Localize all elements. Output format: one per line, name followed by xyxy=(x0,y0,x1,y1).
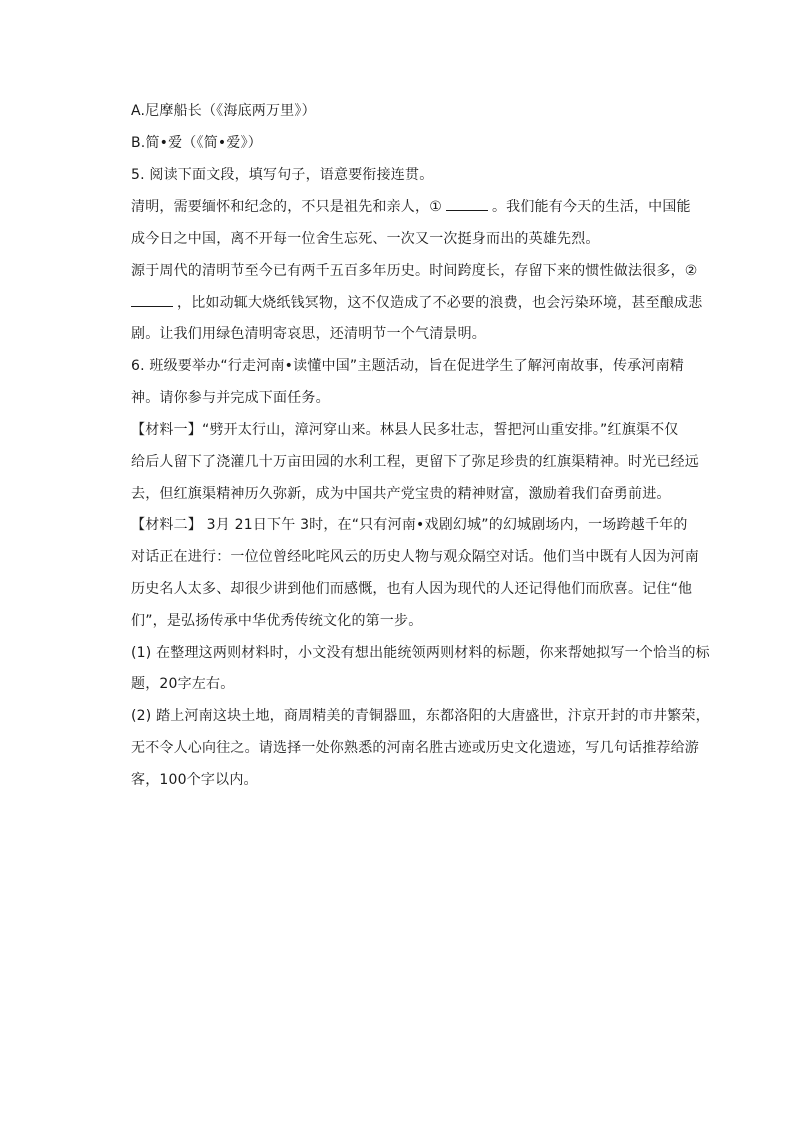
answer-blank-2[interactable] xyxy=(131,293,173,307)
material-1-line1: 【材料一】“劈开太行山，漳河穿山来。林县人民多壮志，誓把河山重安排。”红旗渠不仅 xyxy=(131,422,679,438)
material-2-line2: 对话正在进行：一位位曾经叱咤风云的历史人物与观众隔空对话。他们当中既有人因为河南 xyxy=(131,549,699,565)
q5-paragraph2-line3: 剧。让我们用绿色清明寄哀思，还清明节一个气清景明。 xyxy=(131,326,486,342)
task-2-line3: 客，100个字以内。 xyxy=(131,772,258,788)
task-1-line1: (1) 在整理这两则材料时，小文没有想出能统领两则材料的标题，你来帮她拟写一个恰当的标 xyxy=(131,645,710,661)
material-1-line2: 给后人留下了浇灌几十万亩田园的水利工程，更留下了弥足珍贵的红旗渠精神。时光已经远 xyxy=(131,454,699,470)
q5-paragraph1-line2: 成今日之中国，离不开每一位舍生忘死、一次又一次挺身而出的英雄先烈。 xyxy=(131,231,600,247)
q5-paragraph2-line1: 源于周代的清明节至今已有两千五百多年历史。时间跨度长，存留下来的惯性做法很多，② xyxy=(131,263,698,279)
task-2-line2: 无不令人心向往之。请选择一处你熟悉的河南名胜古迹或历史文化遗迹，写几句话推荐给游 xyxy=(131,740,699,756)
answer-blank-1[interactable] xyxy=(446,197,488,211)
q5-paragraph2-line2 xyxy=(131,293,702,313)
task-2-line1: (2) 踏上河南这块土地，商周精美的青铜器皿，东都洛阳的大唐盛世，汴京开封的市井繁荣， xyxy=(131,708,710,724)
question-6-line2: 神。请你参与并完成下面任务。 xyxy=(131,390,330,406)
material-1-line3: 去，但红旗渠精神历久弥新，成为中国共产党宝贵的精神财富，激励着我们奋勇前进。 xyxy=(131,486,671,502)
q5-p1-text-before-blank: 清明，需要缅怀和纪念的，不只是祖先和亲人，① xyxy=(131,199,442,215)
question-6-line1: 6. 班级要举办“行走河南•读懂中国”主题活动，旨在促进学生了解河南故事，传承河南精 xyxy=(131,358,684,374)
material-2-line3: 历史名人太多、却很少讲到他们而感慨，也有人因为现代的人还记得他们而欣喜。记住“他 xyxy=(131,581,693,597)
q5-p2-text-after-blank: ，比如动辄大烧纸钱冥物，这不仅造成了不必要的浪费，也会污染环境，甚至酿成悲 xyxy=(177,295,703,311)
question-5-title: 5. 阅读下面文段，填写句子，语意要衔接连贯。 xyxy=(131,167,434,183)
option-a: A.尼摩船长（《海底两万里》） xyxy=(131,103,316,119)
q5-paragraph1-line1 xyxy=(131,197,691,217)
material-2-line4: 们”，是弘扬传承中华优秀传统文化的第一步。 xyxy=(131,613,423,629)
task-1-line2: 题，20字左右。 xyxy=(131,676,235,692)
q5-p1-text-after-blank: 。我们能有今天的生活，中国能 xyxy=(491,199,691,215)
option-b: B.简•爱（《简•爱》） xyxy=(131,135,262,151)
material-2-line1: 【材料二】 3月 21日下午 3时，在“只有河南•戏剧幻城”的幻城剧场内，一场跨越千年的 xyxy=(131,517,688,533)
